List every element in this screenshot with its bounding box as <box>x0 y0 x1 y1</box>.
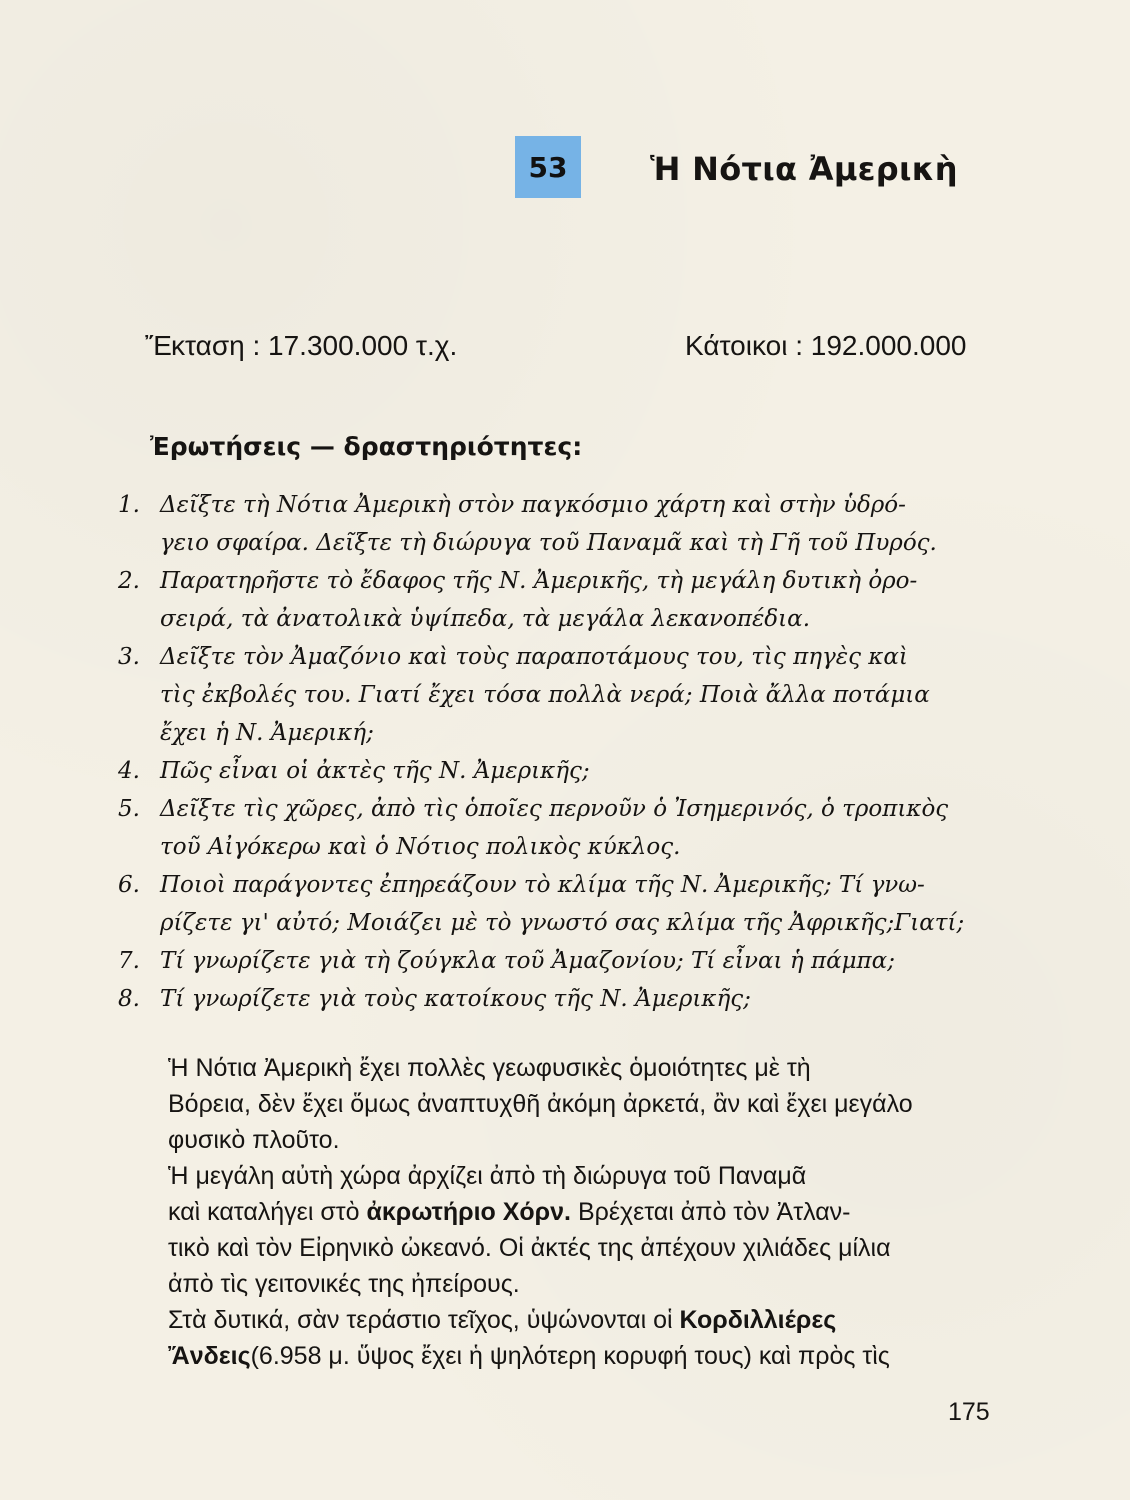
question-line: Τί γνωρίζετε γιὰ τοὺς κατοίκους τῆς Ν. Ἀμερικῆς; <box>160 986 751 1012</box>
question-number: 8. <box>118 986 140 1012</box>
body-line <box>168 1302 988 1338</box>
question-line: τὶς ἐκβολές του. Γιατί ἔχει τόσα πολλὰ νερά; Ποιὰ ἄλλα ποτάμια <box>160 682 930 708</box>
area-stat: Ἔκταση : 17.300.000 τ.χ. <box>145 330 458 361</box>
chapter-number: 53 <box>528 150 568 184</box>
question-number: 5. <box>118 796 140 822</box>
chapter-title: Ἡ Νότια Ἀμερικὴ <box>650 150 958 188</box>
question-item <box>118 866 998 942</box>
body-line: τικὸ καὶ τὸν Εἰρηνικὸ ὠκεανό. Οἱ ἀκτές της ἀπέχουν χιλιάδες μίλια <box>168 1234 891 1262</box>
body-line: Βόρεια, δὲν ἔχει ὅμως ἀναπτυχθῆ ἀκόμη ἀρκετά, ἂν καὶ ἔχει μεγάλο <box>168 1090 913 1118</box>
question-text <box>160 486 998 562</box>
question-line: Πῶς εἶναι οἱ ἀκτὲς τῆς Ν. Ἀμερικῆς; <box>160 758 590 784</box>
question-line: Παρατηρῆστε τὸ ἔδαφος τῆς Ν. Ἀμερικῆς, τὴ μεγάλη δυτικὴ ὀρο- <box>160 568 918 594</box>
question-text <box>160 752 998 790</box>
question-text <box>160 638 998 752</box>
body-line: φυσικὸ πλοῦτο. <box>168 1126 340 1154</box>
question-number: 6. <box>118 872 140 898</box>
question-number: 1. <box>118 492 140 518</box>
question-number: 3. <box>118 644 140 670</box>
question-line: Δεῖξτε τὸν Ἀμαζόνιο καὶ τοὺς παραποτάμους του, τὶς πηγὲς καὶ <box>160 644 908 670</box>
body-text-segment: Βρέχεται ἀπὸ τὸν Ἀτλαν- <box>571 1198 851 1226</box>
population-stat: Κάτοικοι : 192.000.000 <box>685 330 967 361</box>
question-text <box>160 866 998 942</box>
question-item <box>118 486 998 562</box>
question-line: τοῦ Αἰγόκερω καὶ ὁ Νότιος πολικὸς κύκλος. <box>160 834 681 860</box>
question-item <box>118 942 998 980</box>
question-line: Δεῖξτε τὶς χῶρες, ἀπὸ τὶς ὁποῖες περνοῦν ὁ Ἰσημερινός, ὁ τροπικὸς <box>160 796 949 822</box>
body-line: Ἡ Νότια Ἀμερικὴ ἔχει πολλὲς γεωφυσικὲς ὁμοιότητες μὲ τὴ <box>168 1054 811 1082</box>
question-item <box>118 562 998 638</box>
question-item <box>118 638 998 752</box>
question-item <box>118 980 998 1018</box>
question-number: 2. <box>118 568 140 594</box>
question-line: Τί γνωρίζετε γιὰ τὴ ζούγκλα τοῦ Ἀμαζονίου; Τί εἶναι ἡ πάμπα; <box>160 948 895 974</box>
questions-heading: Ἐρωτήσεις — δραστηριότητες: <box>150 432 583 461</box>
body-line: Ἡ μεγάλη αὐτὴ χώρα ἀρχίζει ἀπὸ τὴ διώρυγα τοῦ Παναμᾶ <box>168 1162 807 1190</box>
question-number: 4. <box>118 758 140 784</box>
question-text <box>160 790 998 866</box>
question-line: Ποιοὶ παράγοντες ἐπηρεάζουν τὸ κλίμα τῆς Ν. Ἀμερικῆς; Τί γνω- <box>160 872 925 898</box>
chapter-number-box <box>515 136 581 198</box>
question-number: 7. <box>118 948 140 974</box>
question-text <box>160 562 998 638</box>
cape-horn-term: ἀκρωτήριο Χόρν. <box>366 1198 572 1226</box>
stats-row <box>145 330 980 370</box>
body-line <box>168 1338 988 1374</box>
question-item <box>118 790 998 866</box>
question-text <box>160 942 998 980</box>
cordilleras-term: Κορδιλλιέρες <box>679 1306 837 1334</box>
andes-term: Ἄνδεις <box>168 1342 251 1370</box>
body-text <box>168 1050 988 1374</box>
body-text-segment: Στὰ δυτικά, σὰν τεράστιο τεῖχος, ὑψώνονται οἱ <box>168 1306 680 1334</box>
question-line: γειο σφαίρα. Δεῖξτε τὴ διώρυγα τοῦ Παναμᾶ καὶ τὴ Γῆ τοῦ Πυρός. <box>160 530 937 556</box>
question-line: σειρά, τὰ ἀνατολικὰ ὑψίπεδα, τὰ μεγάλα λεκανοπέδια. <box>160 606 811 632</box>
question-item <box>118 752 998 790</box>
page-number: 175 <box>948 1398 990 1426</box>
question-line: ἔχει ἡ Ν. Ἀμερική; <box>160 720 374 746</box>
question-line: Δεῖξτε τὴ Νότια Ἀμερικὴ στὸν παγκόσμιο χάρτη καὶ στὴν ὑδρό- <box>160 492 906 518</box>
body-line: ἀπὸ τὶς γειτονικές της ἠπείρους. <box>168 1270 520 1298</box>
body-text-segment: (6.958 μ. ὕψος ἔχει ἡ ψηλότερη κορυφή τους) καὶ πρὸς τὶς <box>250 1342 890 1370</box>
question-line: ρίζετε γι' αὐτό; Μοιάζει μὲ τὸ γνωστό σας κλίμα τῆς Ἀφρικῆς;Γιατί; <box>160 910 965 936</box>
question-text <box>160 980 998 1018</box>
body-line <box>168 1194 988 1230</box>
body-text-segment: καὶ καταλήγει στὸ <box>168 1198 367 1226</box>
questions-list <box>118 486 998 1018</box>
